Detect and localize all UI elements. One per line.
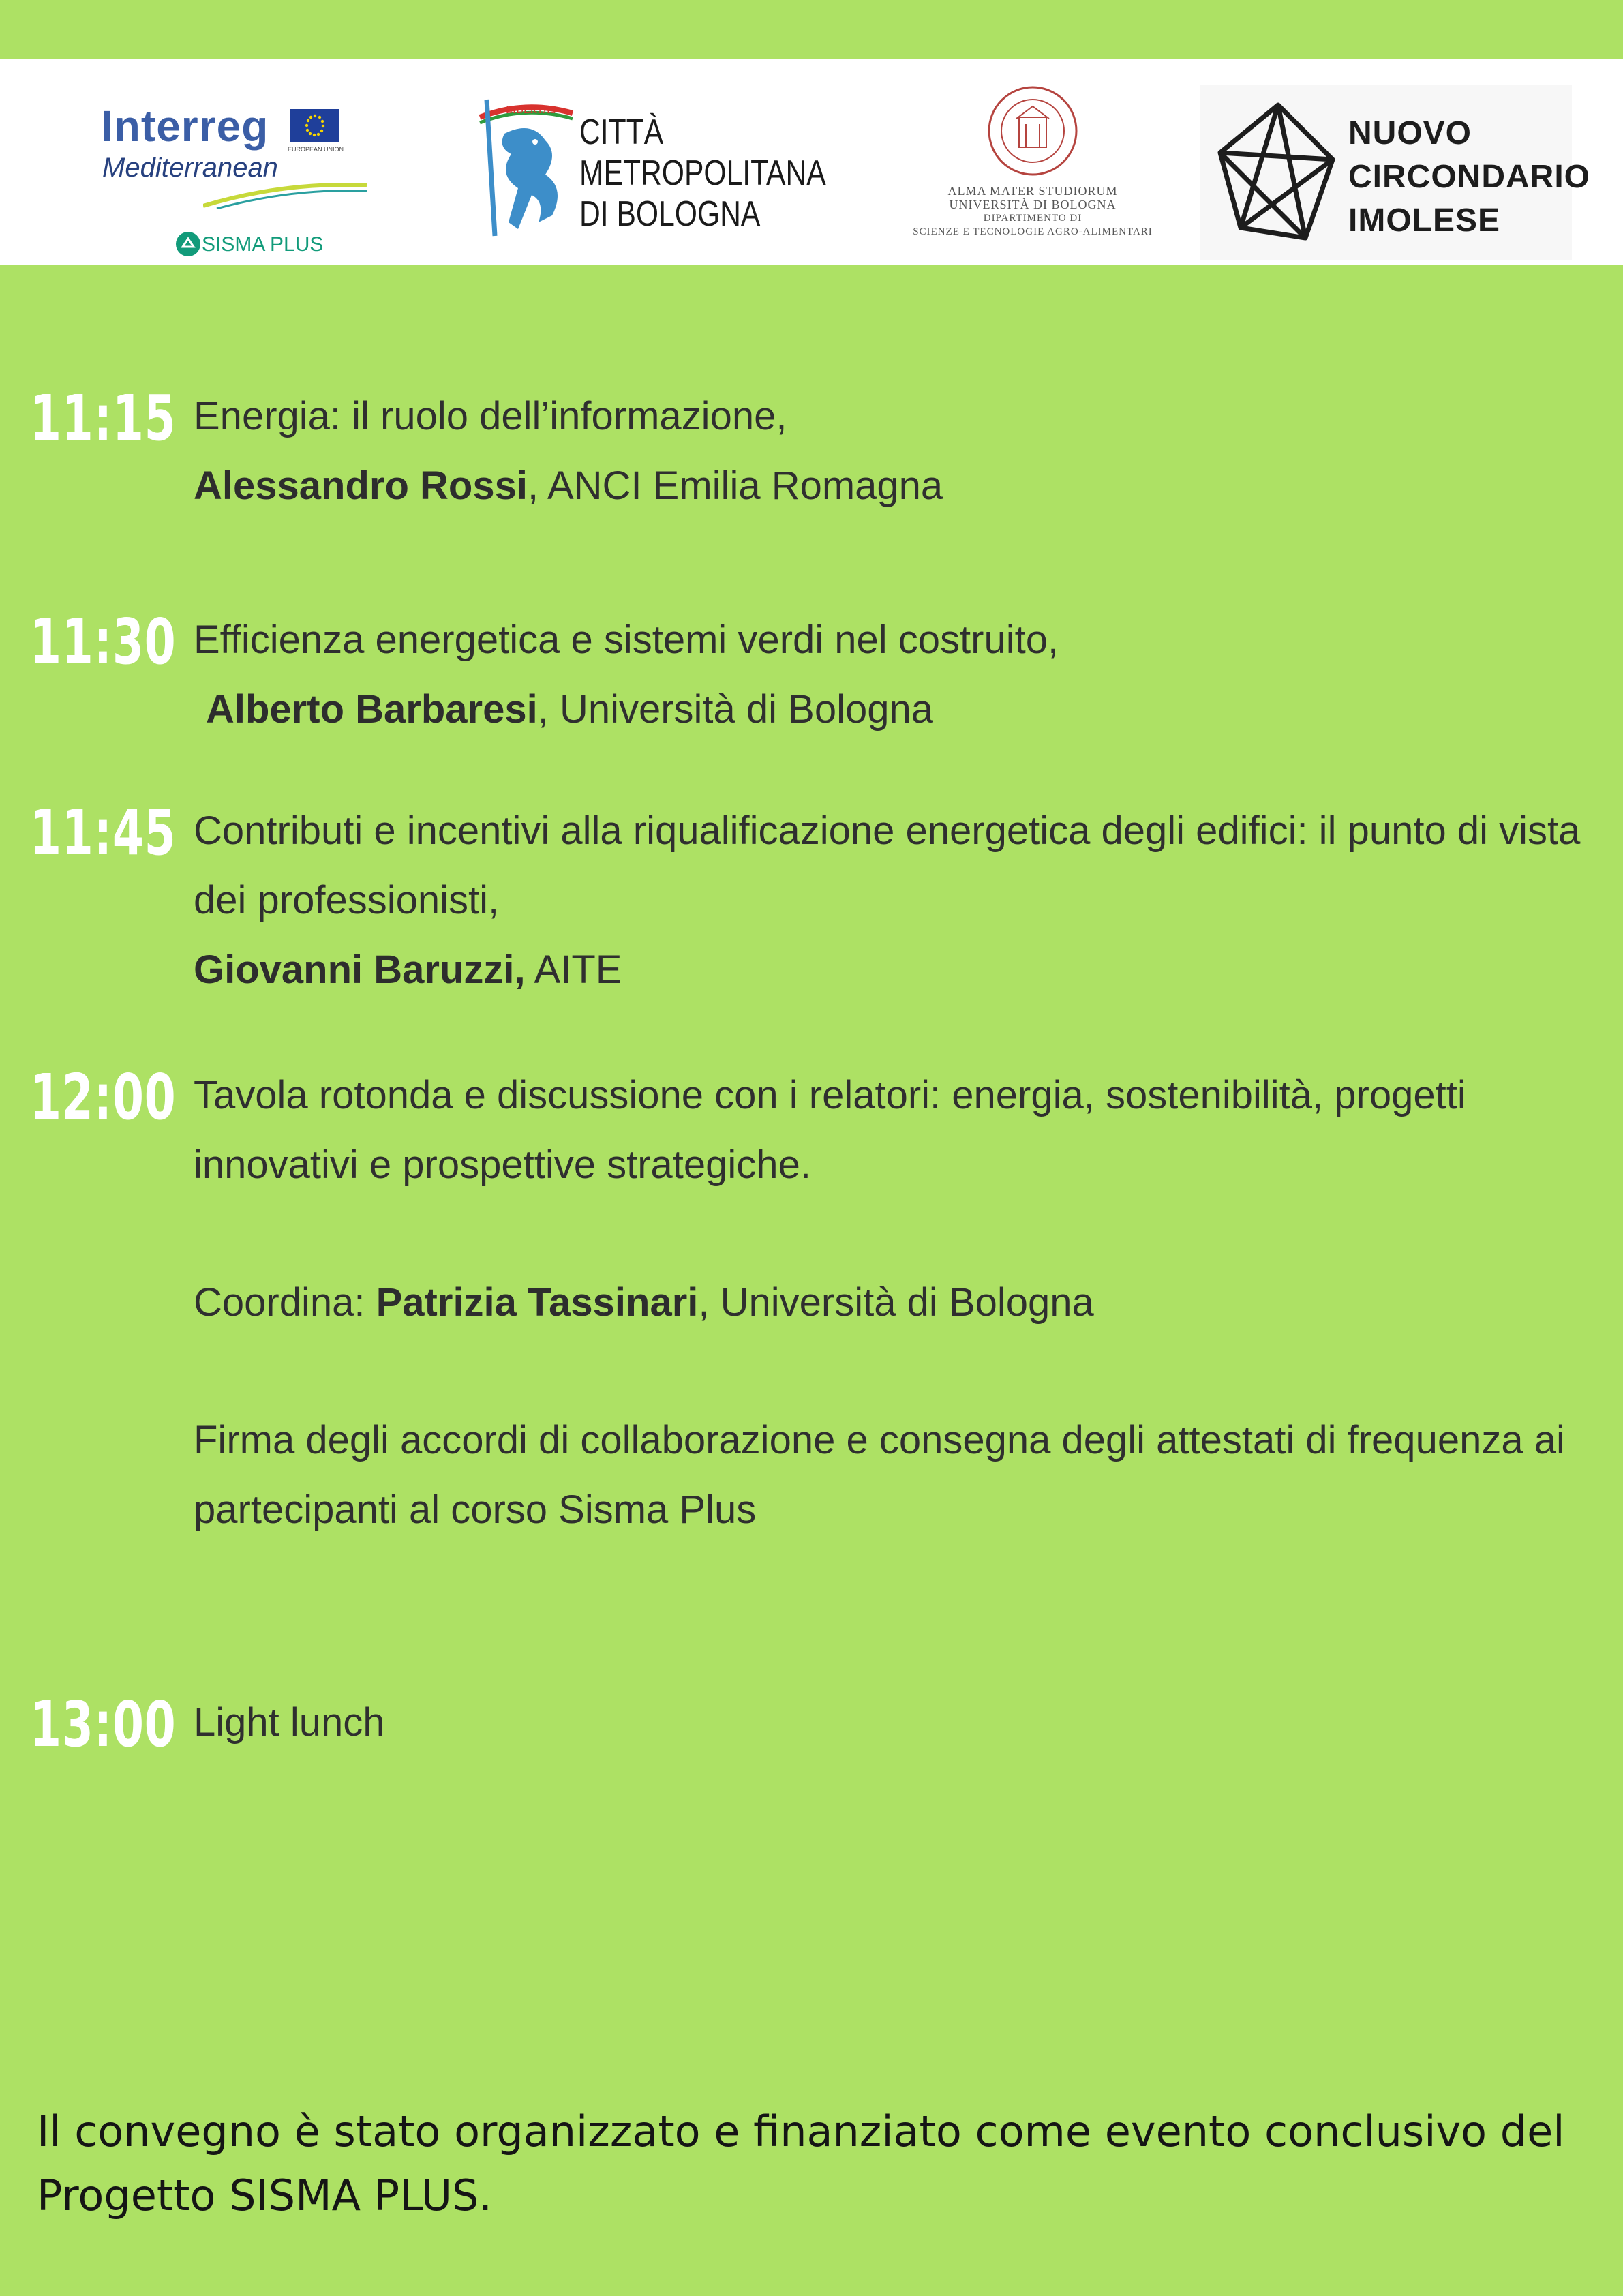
interreg-programme: Mediterranean — [102, 153, 278, 183]
coordinator-name: Patrizia Tassinari — [376, 1280, 699, 1325]
university-seal-icon — [985, 83, 1080, 179]
agenda-content — [194, 1688, 1598, 1757]
agenda-content — [194, 1061, 1598, 1545]
coordinator-label: Coordina: — [194, 1280, 376, 1325]
speaker-name: Giovanni Baruzzi, — [194, 948, 526, 992]
agenda-time: 11:30 — [30, 605, 177, 678]
speaker-affiliation: , ANCI Emilia Romagna — [527, 464, 943, 508]
logo-strip — [0, 59, 1623, 265]
citta-metropolitana-logo — [470, 86, 825, 243]
agenda-time: 11:45 — [30, 796, 177, 869]
speaker-affiliation: AITE — [525, 948, 622, 992]
libertas-ribbon: LIBERTAS — [506, 104, 557, 116]
sisma-plus-icon — [175, 230, 202, 258]
lion-emblem-icon — [470, 86, 579, 243]
footer-note: Il convegno è stato organizzato e finanziato come evento conclusivo del Progetto SISMA PLUS. — [37, 2106, 1565, 2220]
agenda-topic: Light lunch — [194, 1700, 385, 1744]
agenda-speaker-line — [194, 675, 1598, 744]
agenda-note: Firma degli accordi di collaborazione e consegna degli attestati di frequenza ai partecipanti al corso Sisma Plus — [194, 1418, 1565, 1532]
citta-name — [579, 112, 826, 235]
agenda-content — [194, 605, 1598, 744]
eu-caption: EUROPEAN UNION — [288, 146, 344, 153]
citta-line-2: METROPOLITANA — [579, 153, 826, 193]
agenda-coordinator-line — [194, 1268, 1598, 1338]
nci-name — [1348, 112, 1590, 243]
unibo-line-2: UNIVERSITÀ DI BOLOGNA — [949, 198, 1117, 211]
nci-line-3: IMOLESE — [1348, 202, 1501, 239]
agenda-time: 11:15 — [30, 382, 177, 455]
unibo-line-4: SCIENZE E TECNOLOGIE AGRO-ALIMENTARI — [913, 226, 1153, 237]
coordinator-affiliation: , Università di Bologna — [698, 1280, 1094, 1325]
speaker-name: Alessandro Rossi — [194, 464, 528, 508]
nci-line-1: NUOVO — [1348, 115, 1472, 151]
agenda-topic: Contributi e incentivi alla riqualificazione energetica degli edifici: il punto di vista dei professionisti, — [194, 809, 1581, 922]
nuovo-circondario-logo — [1200, 85, 1590, 260]
speaker-name: Alberto Barbaresi — [206, 687, 538, 731]
interreg-brand: Interreg — [101, 102, 269, 151]
eu-flag-icon — [290, 109, 339, 142]
unibo-line-1: ALMA MATER STUDIORUM — [947, 184, 1118, 198]
sisma-plus-label: SISMA PLUS — [202, 233, 324, 256]
citta-line-1: CITTÀ — [579, 112, 664, 152]
unibo-line-3: DIPARTIMENTO DI — [983, 213, 1082, 224]
agenda-speaker-line — [194, 451, 1598, 521]
agenda-time: 12:00 — [30, 1061, 177, 1134]
agenda-content — [194, 796, 1598, 1005]
unibo-logo — [903, 83, 1162, 254]
polyhedron-icon — [1200, 85, 1356, 260]
agenda-content — [194, 382, 1598, 521]
nci-line-2: CIRCONDARIO — [1348, 159, 1590, 195]
citta-line-3: DI BOLOGNA — [579, 194, 761, 234]
speaker-affiliation: , Università di Bologna — [537, 687, 934, 731]
agenda-topic: Efficienza energetica e sistemi verdi nel costruito, — [194, 618, 1059, 662]
agenda-speaker-line — [194, 935, 1598, 1005]
agenda-time: 13:00 — [30, 1688, 177, 1761]
swoosh-icon — [203, 181, 367, 209]
agenda-topic: Energia: il ruolo dell’informazione, — [194, 394, 787, 438]
interreg-logo — [101, 100, 387, 256]
agenda-topic: Tavola rotonda e discussione con i relatori: energia, sostenibilità, progetti innovativi e prospettive strategiche. — [194, 1073, 1466, 1187]
